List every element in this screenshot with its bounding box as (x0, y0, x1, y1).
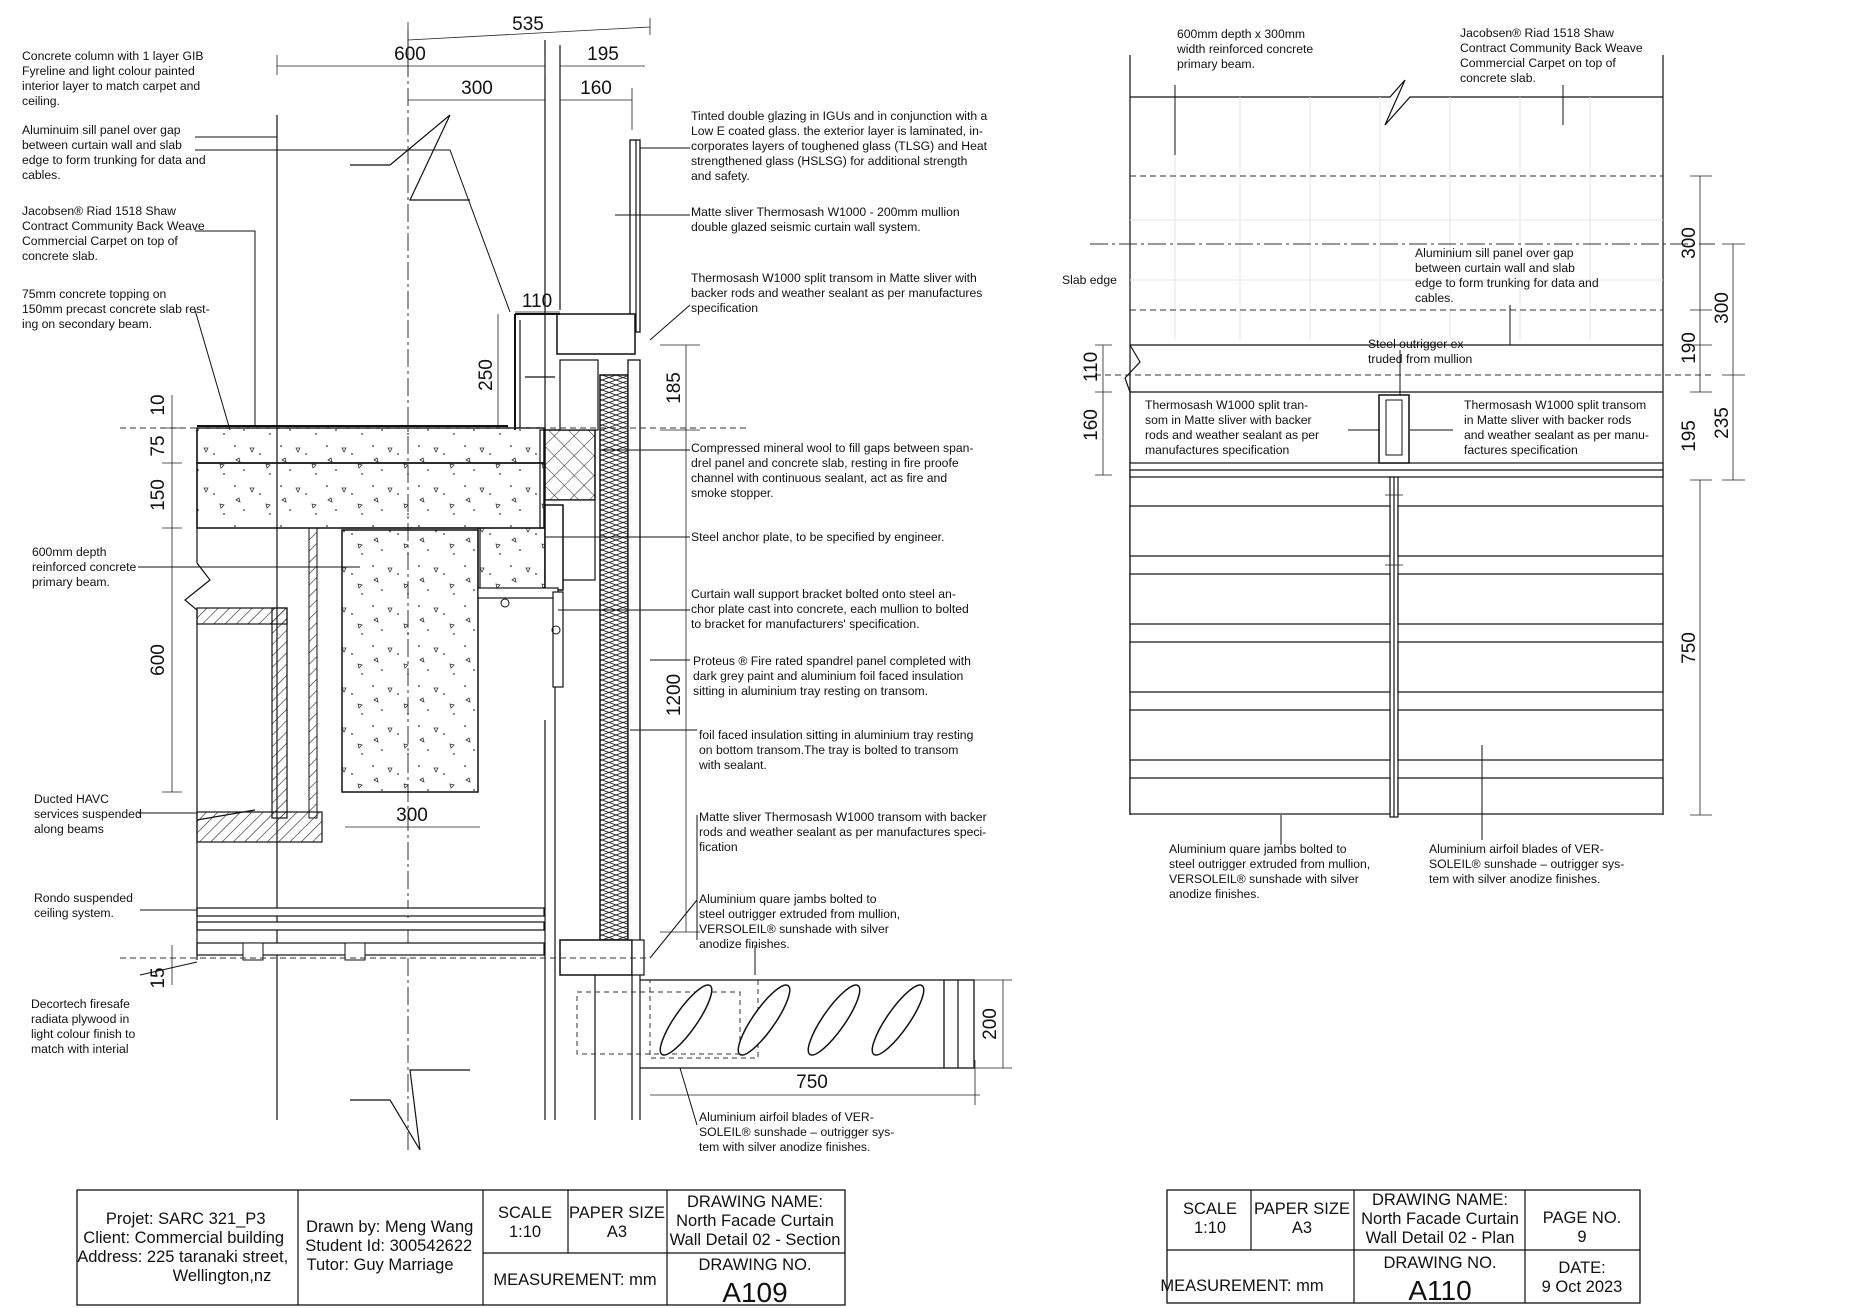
date-label: DATE: (1558, 1259, 1606, 1277)
split-transom (557, 314, 635, 354)
note-line: drel panel and concrete slab, resting in fire proofe (691, 456, 959, 470)
drawing-name-label: DRAWING NAME: (1372, 1191, 1508, 1209)
drawing-name-line: Wall Detail 02 - Section (669, 1231, 841, 1249)
dim-label: 195 (1679, 420, 1700, 452)
client-line: Client: Commercial building (83, 1229, 285, 1247)
note-line: Thermosash W1000 split transom in Matte sliver with (691, 271, 977, 285)
note-foil (698, 728, 977, 772)
tutor: Tutor: Guy Marriage (306, 1256, 454, 1274)
note-line: channel with continuous sealant, act as fire and (691, 471, 948, 485)
note-line: Tinted double glazing in IGUs and in conjunction with a (691, 109, 988, 123)
scale-value: 1:10 (1193, 1219, 1227, 1237)
dim-label: 300 (461, 78, 493, 99)
dim-label: 600 (148, 644, 169, 676)
note-line: between curtain wall and slab (1415, 261, 1575, 275)
note-ceiling (34, 891, 136, 920)
note-line: Concrete column with 1 layer GIB (22, 49, 204, 63)
note-line: SOLEIL® sunshade – outrigger sys- (699, 1125, 895, 1139)
note-line: Aluminium airfoil blades of VER- (699, 1110, 874, 1124)
note-line: Matte sliver Thermosash W1000 transom with backer (699, 810, 987, 824)
note-line: anodize finishes. (699, 937, 790, 951)
dim-label: 110 (1081, 351, 1102, 383)
note-line: tem with silver anodize finishes. (699, 1140, 871, 1154)
note-line: Proteus ® Fire rated spandrel panel completed with (693, 654, 971, 668)
note-line: edge to form trunking for data and (22, 153, 206, 167)
plan-drawing (1062, 26, 1745, 901)
dim-label: 185 (664, 372, 685, 404)
note-line: VERSOLEIL® sunshade with silver (699, 922, 889, 936)
plan-blade (1130, 642, 1390, 692)
note-plan-split-right (1464, 398, 1652, 457)
dim-label: 750 (1679, 632, 1700, 664)
author-info (305, 1218, 478, 1274)
note-line: 150mm precast concrete slab rest- (22, 302, 210, 316)
note-line: smoke stopper. (691, 486, 774, 500)
scale-value: 1:10 (508, 1223, 542, 1241)
plan-blade (1130, 710, 1390, 760)
dim-label: 1200 (664, 673, 685, 717)
note-line: radiata plywood in (31, 1012, 130, 1026)
note-concrete-column (22, 49, 207, 108)
note-plan-jambs (1169, 842, 1374, 901)
note-plan-beam (1176, 27, 1317, 71)
carpet-grid (1130, 97, 1663, 340)
dim-label: 15 (148, 967, 169, 989)
drawing-no-value: A109 (722, 1277, 788, 1308)
note-line: rods and weather sealant as per manufactures speci- (699, 825, 987, 839)
note-line: and safety. (691, 169, 750, 183)
note-slab-edge: Slab edge (1062, 273, 1117, 287)
note-spandrel (693, 654, 974, 698)
note-line: services suspended (34, 807, 142, 821)
plan-blade (1398, 778, 1663, 814)
note-line: steel outrigger extruded from mullion, (1169, 857, 1371, 871)
beam-lining (309, 528, 317, 818)
note-mineral-wool (691, 441, 977, 500)
note-line: Contract Community Back Weave (1460, 41, 1643, 55)
dim-label: 160 (580, 78, 612, 99)
note-airfoil (699, 1110, 898, 1154)
airfoil-blade (801, 979, 867, 1060)
dim-label: 750 (796, 1072, 828, 1093)
spandrel-panel (628, 360, 640, 950)
titleblock-right (1160, 1190, 1640, 1306)
note-line: concrete slab. (22, 249, 98, 263)
note-line: Jacobsen® Riad 1518 Shaw (1460, 26, 1614, 40)
note-plan-outrigger (1368, 337, 1472, 366)
glazing-unit (630, 140, 640, 332)
note-line: to bracket for manufacturers' specification. (691, 617, 920, 631)
note-line: 600mm depth (32, 545, 107, 559)
spandrel-insulation (600, 375, 628, 940)
note-line: backer rods and weather sealant as per manufactures (691, 286, 983, 300)
note-line: 600mm depth x 300mm (1177, 27, 1306, 41)
plan-blade (1130, 574, 1390, 624)
column-break (350, 115, 470, 200)
note-line: interior layer to match carpet and (22, 79, 201, 93)
note-plan-sill-panel (1415, 246, 1602, 305)
note-line: Curtain wall support bracket bolted onto steel an- (691, 587, 956, 601)
drawing-name-label: DRAWING NAME: (687, 1193, 823, 1211)
note-line: rods and weather sealant as per (1145, 428, 1320, 442)
anchor-plate (545, 505, 563, 590)
note-line: Rondo suspended (34, 891, 133, 905)
dim-label: 190 (1679, 332, 1700, 364)
note-topping (22, 287, 213, 331)
note-plan-airfoil (1429, 842, 1628, 886)
note-line: cables. (1415, 291, 1454, 305)
note-line: primary beam. (32, 575, 110, 589)
mineral-wool (545, 430, 595, 500)
note-line: Low E coated glass. the exterior layer is laminated, in- (691, 124, 983, 138)
dim-label: 300 (1712, 292, 1733, 324)
note-plywood (31, 997, 139, 1056)
dim-label: 160 (1081, 409, 1102, 441)
note-line: width reinforced concrete (1177, 42, 1314, 56)
note-line: edge to form trunking for data and (1415, 276, 1599, 290)
drawing-no-label: DRAWING NO. (698, 1256, 812, 1274)
dim-label: 110 (521, 291, 553, 312)
note-line: Aluminium sill panel over gap (1415, 246, 1574, 260)
note-line: Compressed mineral wool to fill gaps between span- (691, 441, 974, 455)
note-line: Aluminium airfoil blades of VER- (1429, 842, 1604, 856)
note-anchor-plate (691, 530, 944, 544)
note-line: Contract Community Back Weave (22, 219, 205, 233)
note-line: fication (699, 840, 738, 854)
note-primary-beam (32, 545, 140, 589)
note-line: light colour finish to (31, 1027, 136, 1041)
note-line: Aluminium quare jambs bolted to (699, 892, 877, 906)
dim-label: 250 (476, 359, 497, 391)
note-plan-split-left (1145, 398, 1323, 457)
note-line: Steel anchor plate, to be specified by engineer. (691, 530, 945, 544)
note-line: Thermosash W1000 split tran- (1145, 398, 1309, 412)
note-line: cables. (22, 168, 61, 182)
note-line: concrete slab. (1460, 71, 1536, 85)
dim-label: 150 (148, 479, 169, 511)
note-line: with sealant. (699, 758, 767, 772)
bracket (478, 588, 558, 598)
date-value: 9 Oct 2023 (1541, 1278, 1623, 1296)
note-line: corporates layers of toughened glass (TLSG) and Heat (691, 139, 988, 153)
note-plan-carpet (1460, 26, 1646, 85)
note-line: ceiling. (22, 94, 60, 108)
note-line: Commercial Carpet on top of (22, 234, 178, 248)
plan-blade (1130, 778, 1390, 814)
note-line: sitting in aluminium tray resting on transom. (693, 684, 929, 698)
note-line: 75mm concrete topping on (22, 287, 167, 301)
note-line: ing on secondary beam. (22, 317, 153, 331)
note-line: primary beam. (1177, 57, 1255, 71)
measurement: MEASUREMENT: mm (493, 1271, 657, 1289)
note-line: ceiling system. (34, 906, 114, 920)
note-line: Aluminium quare jambs bolted to (1169, 842, 1347, 856)
plan-blade (1398, 506, 1663, 556)
section-drawing (22, 14, 1012, 1154)
dim-label: 300 (396, 805, 428, 826)
student-id: Student Id: 300542622 (305, 1237, 473, 1255)
concrete-topping (197, 428, 544, 463)
beam-corner (478, 528, 545, 590)
note-transom (699, 810, 990, 854)
address-line: Address: 225 taranaki street, (77, 1248, 289, 1266)
note-line: between curtain wall and slab (22, 138, 182, 152)
drawing-name-line: North Facade Curtain (676, 1212, 834, 1230)
bottom-break (350, 1070, 470, 1150)
primary-beam (342, 530, 478, 792)
paper-value: A3 (606, 1223, 628, 1241)
address-line: Wellington,nz (172, 1267, 272, 1285)
drawing-no-label: DRAWING NO. (1383, 1254, 1497, 1272)
note-line: manufactures specification (1145, 443, 1290, 457)
dim-label: 235 (1712, 407, 1733, 439)
dim-label: 200 (980, 1008, 1001, 1040)
note-split-transom (691, 271, 986, 315)
note-line: strengthened glass (HSLSG) for additional strength (691, 154, 968, 168)
note-line: chor plate cast into concrete, each mullion to bolted (691, 602, 969, 616)
note-line: som in Matte sliver with backer (1145, 413, 1312, 427)
paper-label: PAPER SIZE (569, 1204, 665, 1222)
note-line: Steel outrigger ex- (1368, 337, 1468, 351)
drawing-no-value: A110 (1408, 1275, 1472, 1306)
note-line: dark grey paint and aluminium foil faced insulation (693, 669, 964, 683)
plan-blade (1398, 642, 1663, 692)
sunshade-outrigger (944, 980, 974, 1068)
note-line: Jacobsen® Riad 1518 Shaw (22, 204, 176, 218)
note-line: SOLEIL® sunshade – outrigger sys- (1429, 857, 1625, 871)
note-line: Ducted HAVC (34, 792, 109, 806)
paper-value: A3 (1291, 1219, 1313, 1237)
note-line: Thermosash W1000 split transom (1464, 398, 1647, 412)
note-line: truded from mullion (1368, 352, 1473, 366)
dim-label: 300 (1679, 227, 1700, 259)
measurement: MEASUREMENT: mm (1160, 1277, 1324, 1295)
note-line: reinforced concrete (32, 560, 137, 574)
precast-slab (197, 463, 544, 528)
dim-label: 535 (512, 14, 544, 35)
note-line: Aluminuim sill panel over gap (22, 123, 181, 137)
note-line: Matte sliver Thermosash W1000 - 200mm mullion (691, 205, 960, 219)
plan-blade (1130, 506, 1390, 556)
project-line: Projet: SARC 321_P3 (105, 1210, 266, 1228)
note-line: double glazed seismic curtain wall system. (691, 220, 921, 234)
drawn-by: Drawn by: Meng Wang (306, 1218, 474, 1236)
drawing-name-line: Wall Detail 02 - Plan (1365, 1229, 1515, 1247)
jamb-outline (577, 992, 740, 1054)
note-line: anodize finishes. (1169, 887, 1260, 901)
drawing-name-line: North Facade Curtain (1361, 1210, 1519, 1228)
page-label: PAGE NO. (1542, 1209, 1622, 1227)
note-glazing (691, 109, 991, 183)
note-mullion (691, 205, 963, 234)
note-sill-panel (22, 123, 209, 182)
note-line: and weather sealant as per manu- (1464, 428, 1649, 442)
note-line: foil faced insulation sitting in aluminium tray resting (699, 728, 974, 742)
page-value: 9 (1577, 1228, 1587, 1246)
ceiling-track (197, 908, 544, 916)
note-line: Fyreline and light colour painted (22, 64, 195, 78)
note-line: on bottom transom.The tray is bolted to transom (699, 743, 959, 757)
note-line: factures specification (1464, 443, 1578, 457)
note-line: specification (691, 301, 759, 315)
note-line: along beams (34, 822, 104, 836)
titleblock-left (77, 1190, 845, 1308)
beam-break (1130, 80, 1663, 125)
note-carpet (22, 204, 208, 263)
scale-label: SCALE (497, 1204, 553, 1222)
dim-label: 600 (394, 44, 426, 65)
dim-label: 75 (148, 435, 169, 457)
airfoil-blade (731, 979, 797, 1060)
note-line: tem with silver anodize finishes. (1429, 872, 1601, 886)
note-havc (34, 792, 145, 836)
airfoil-blade (865, 979, 931, 1060)
dim-label: 10 (148, 394, 169, 416)
note-bracket (691, 587, 972, 631)
note-line: VERSOLEIL® sunshade with silver (1169, 872, 1359, 886)
note-line: in Matte sliver with backer rods (1464, 413, 1632, 427)
paper-label: PAPER SIZE (1254, 1200, 1350, 1218)
note-line: Decortech firesafe (31, 997, 130, 1011)
plan-blade (1398, 574, 1663, 624)
note-jambs (699, 892, 904, 951)
plan-blade (1398, 710, 1663, 760)
scale-label: SCALE (1182, 1200, 1238, 1218)
note-line: match with interial (31, 1042, 129, 1056)
note-line: steel outrigger extruded from mullion, (699, 907, 901, 921)
dim-label: 195 (587, 44, 619, 65)
note-line: Commercial Carpet on top of (1460, 56, 1616, 70)
